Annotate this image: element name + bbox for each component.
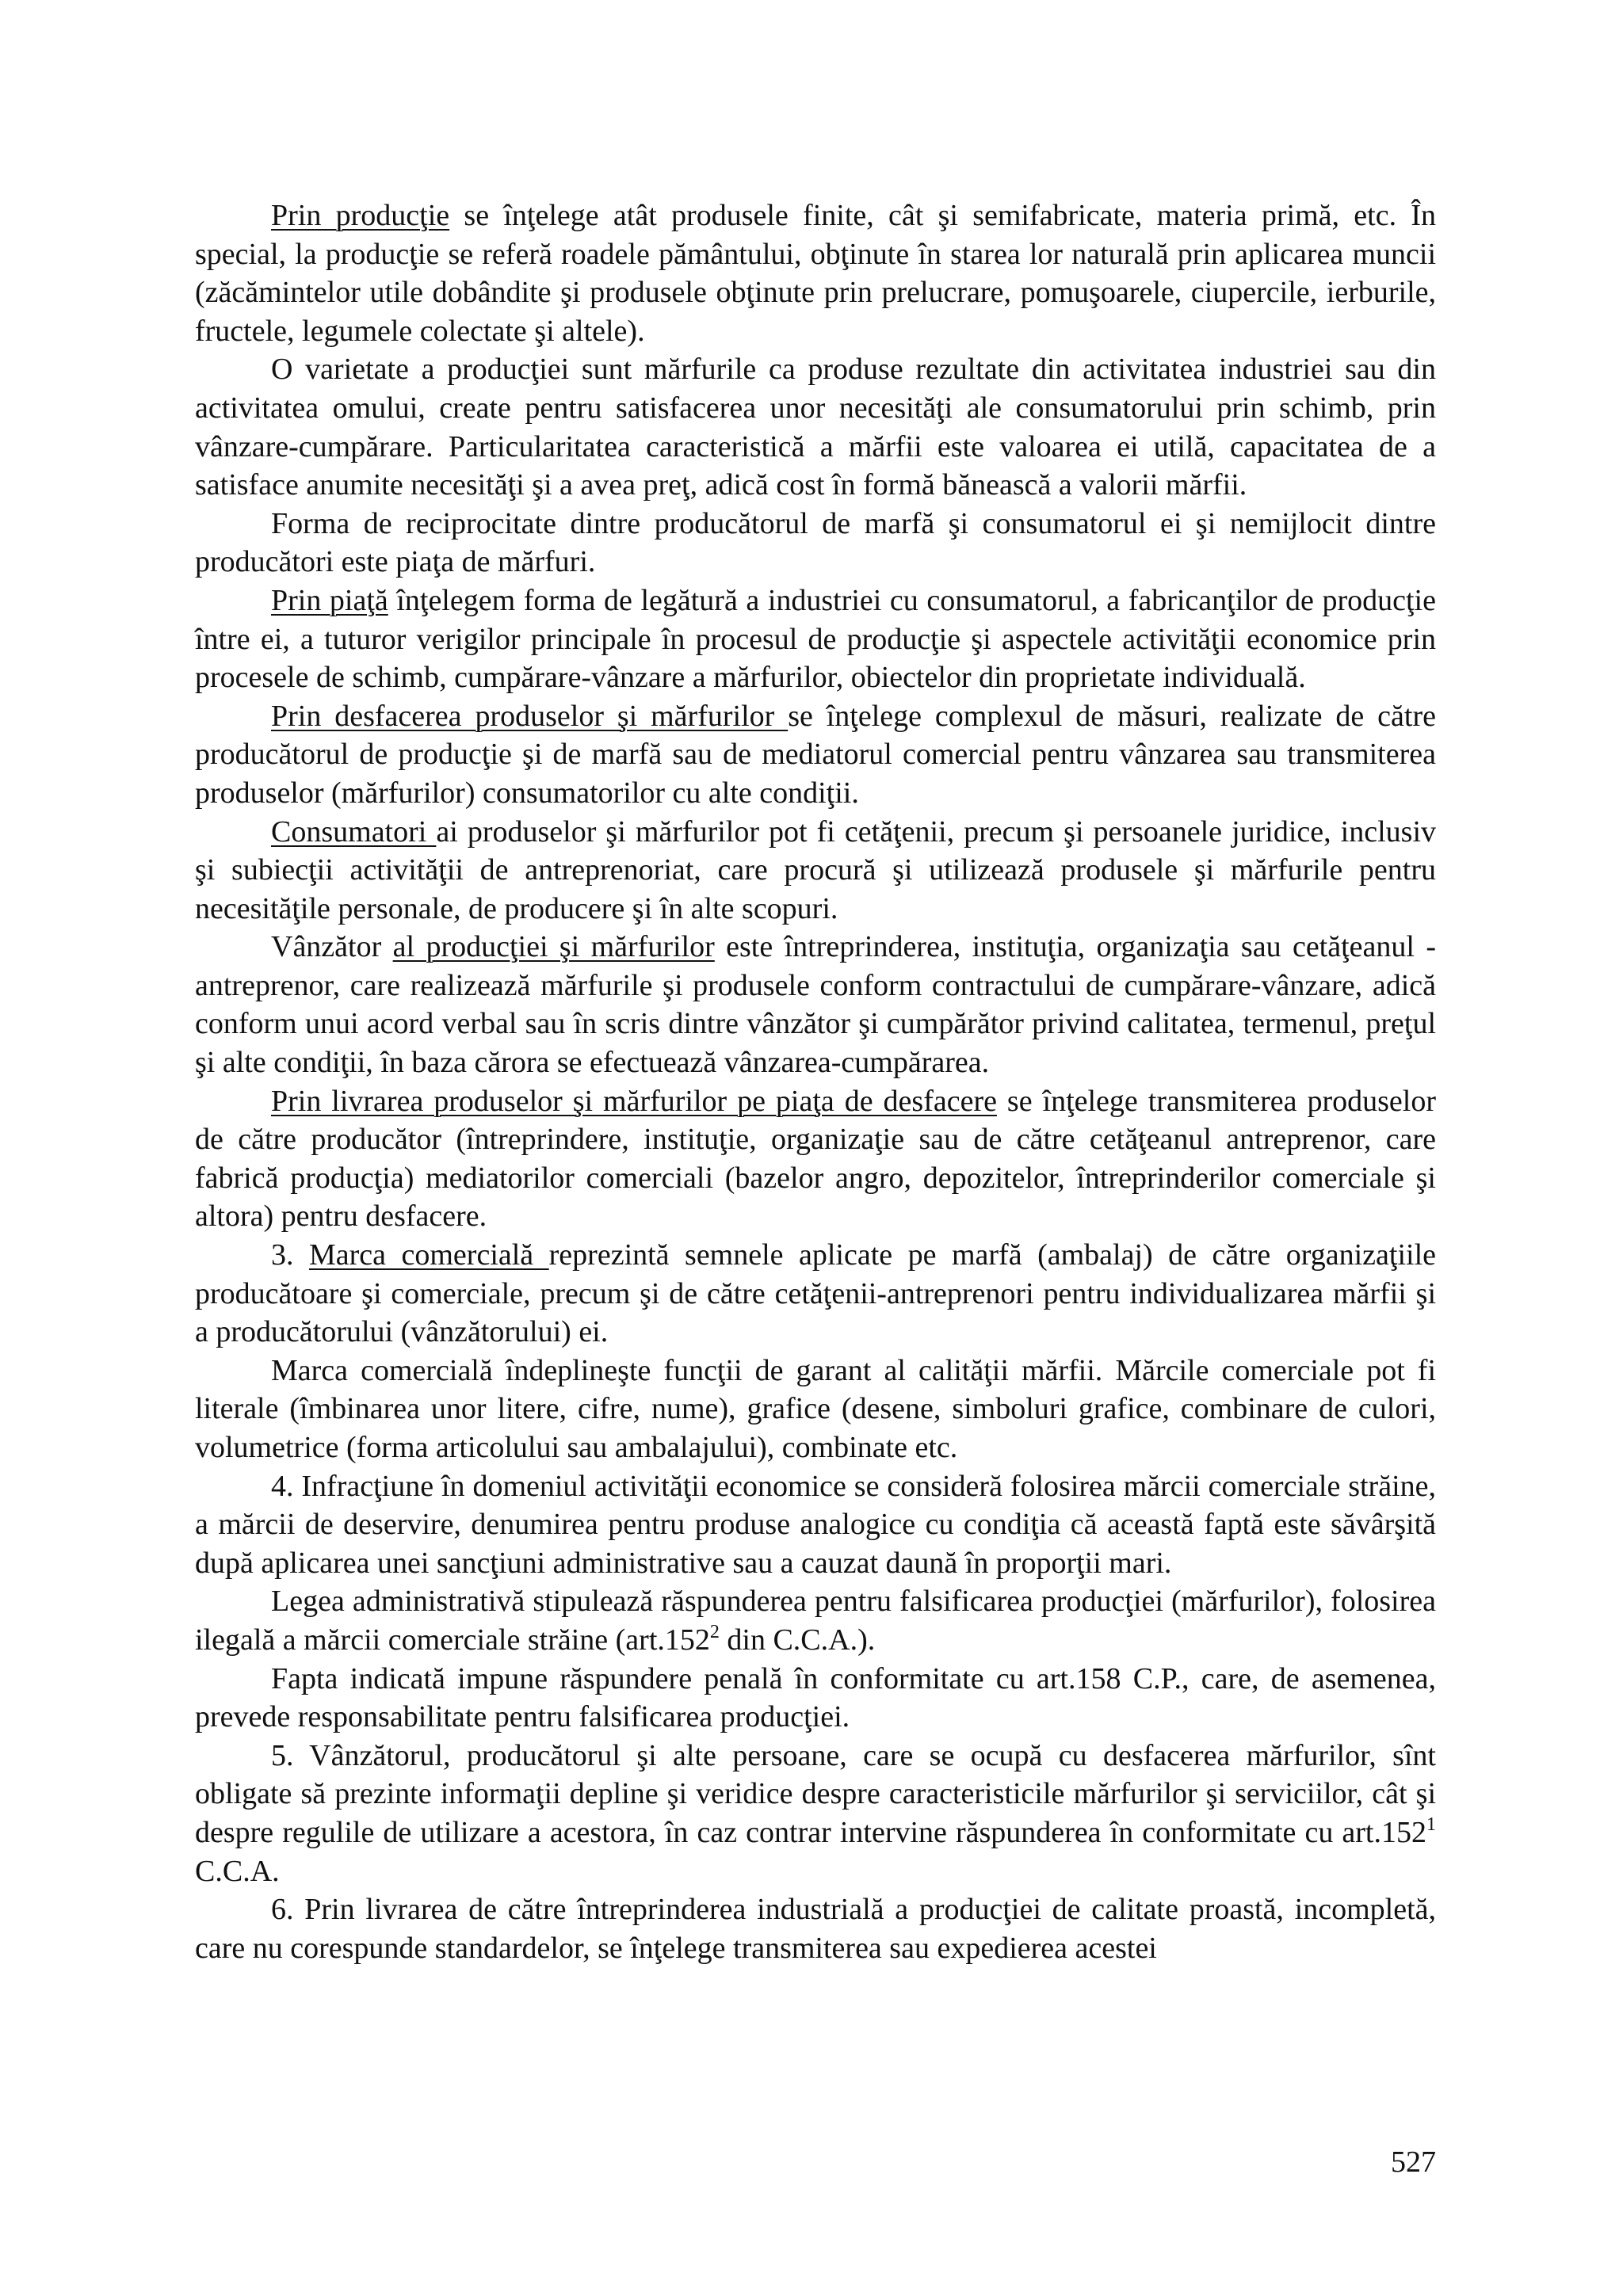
paragraph-desfacerea: [195, 697, 1436, 813]
text-span: O varietate a producţiei sunt mărfurile ca produse rezultate din activitatea industriei sau din activitatea omului, create pentru satisfacerea unor necesităţi ale consumatorului prin schimb, prin vânzare-cumpărare. Particularitatea caracteristică a mărfii este valoarea ei utilă, capacitatea de a satisface anumite necesităţi şi a avea preţ, adică cost în formă bănească a valorii mărfii.: [195, 353, 1436, 502]
text-span: reprezintă semnele aplicate pe marfă (ambalaj) de către organizaţiile producătoare şi comerciale, precum şi de către cetăţenii-antreprenori pentru individualizarea mărfii şi a producătorului (vânzătorului) ei.: [195, 1238, 1436, 1349]
text-span: C.C.A.: [195, 1854, 280, 1888]
paragraph-vanzator: [195, 928, 1436, 1081]
paragraph-livrarea: [195, 1082, 1436, 1236]
paragraph-calitate-proasta: [195, 1890, 1436, 1967]
paragraph-marca-functii: [195, 1352, 1436, 1467]
text-span: Fapta indicată impune răspundere penală în conformitate cu art.158 C.P., care, de asemenea, prevede responsabilitate pentru falsificarea producţiei.: [195, 1661, 1436, 1734]
text-span: se înţelege transmiterea produselor de către producător (întreprindere, instituţie, organizaţie sau de către cetăţeanul antreprenor, care fabrică producţia) mediatorilor comerciali (bazelor angro, depozitelor, întreprinderilor comerciale şi altora) pentru desfacere.: [195, 1084, 1436, 1234]
text-span: Legea administrativă stipulează răspunderea pentru falsificarea producţiei (mărfurilor), folosirea ilegală a mărcii comerciale străine (art.152: [195, 1585, 1436, 1657]
text-span: Marca comercială îndeplineşte funcţii de garant al calităţii mărfii. Mărcile comerciale pot fi literale (îmbinarea unor litere, cifre, nume), grafice (desene, simboluri grafice, combinare de culori, volumetrice (forma articolului sau ambalajului), combinate etc.: [195, 1353, 1436, 1464]
text-span: înţelegem forma de legătură a industriei cu consumatorul, a fabricanţilor de producţie între ei, a tuturor verigilor principale în procesul de producţie şi aspectele activităţii economice prin procesele de schimb, cumpărare-vânzare a mărfurilor, obiectelor din proprietate individuală.: [195, 583, 1436, 695]
paragraph-infractiune: [195, 1467, 1436, 1583]
paragraph-legea: [195, 1582, 1436, 1659]
underlined-term: Consumatori: [271, 814, 437, 849]
underlined-term: Marca comercială: [308, 1238, 549, 1272]
superscript: 1: [1426, 1814, 1436, 1835]
document-body: [195, 196, 1436, 1967]
superscript: 2: [709, 1621, 720, 1642]
underlined-term: Prin desfacerea produselor şi mărfurilor: [271, 699, 789, 733]
underlined-term: al producţiei şi mărfurilor: [392, 930, 715, 964]
text-span: 4. Infracţiune în domeniul activităţii economice se consideră folosirea mărcii comerciale străine, a mărcii de deservire, denumirea pentru produse analogice cu condiţia că această faptă este săvârşită după aplicarea unei sancţiuni administrative sau a cauzat daună în proporţii mari.: [195, 1469, 1436, 1580]
underlined-term: Prin piaţă: [271, 583, 388, 617]
paragraph-piata: [195, 582, 1436, 697]
text-span: Vânzător: [271, 930, 393, 964]
text-span: 6. Prin livrarea de către întreprinderea industrială a producţiei de calitate proastă, incompletă, care nu corespunde standardelor, se înţelege transmiterea sau expedierea acestei: [195, 1893, 1436, 1965]
paragraph-productie: [195, 196, 1436, 350]
paragraph-fapta: [195, 1660, 1436, 1737]
page-number: 527: [1391, 2145, 1436, 2179]
text-span: este întreprinderea, instituţia, organizaţia sau cetăţeanul - antreprenor, care realizează mărfurile şi produsele conform contractului de cumpărare-vânzare, adică conform unui acord verbal sau în scris dintre vânzător şi cumpărător privind calitatea, termenul, preţul şi alte condiţii, în baza cărora se efectuează vânzarea-cumpărarea.: [195, 930, 1436, 1080]
paragraph-marfuri: [195, 350, 1436, 504]
text-span: se înţelege atât produsele finite, cât şi semifabricate, materia primă, etc. În special, la producţie se referă roadele pământului, obţinute în starea lor naturală prin aplicarea muncii (zăcămintelor utile dobândite şi produsele obţinute prin prelucrare, pomuşoarele, ciupercile, ierburile, fructele, legumele colectate şi altele).: [195, 199, 1437, 348]
text-span: din C.C.A.).: [719, 1623, 876, 1657]
text-span: Forma de reciprocitate dintre producătorul de marfă şi consumatorul ei şi nemijlocit dintre producători este piaţa de mărfuri.: [195, 506, 1436, 579]
paragraph-marca: [195, 1236, 1436, 1352]
paragraph-informatii: [195, 1737, 1436, 1890]
paragraph-consumatori: [195, 813, 1436, 929]
text-span: se înţelege complexul de măsuri, realizate de către producătorul de producţie şi de marfă sau de mediatorul comercial pentru vânzarea sau transmiterea produselor (mărfurilor) consumatorilor cu alte condiţii.: [195, 699, 1436, 810]
underlined-term: Prin producţie: [271, 199, 450, 232]
text-span: ai produselor şi mărfurilor pot fi cetăţenii, precum şi persoanele juridice, inclusiv şi subiecţii activităţii de antreprenoriat, care procură şi utilizează produsele şi mărfurile pentru necesităţile personale, de producere şi în alte scopuri.: [195, 814, 1437, 925]
text-span: 3.: [271, 1238, 309, 1272]
underlined-term: Prin livrarea produselor şi mărfurilor pe piaţa de desfacere: [271, 1084, 997, 1118]
paragraph-reciprocitate: [195, 505, 1436, 582]
text-span: 5. Vânzătorul, producătorul şi alte persoane, care se ocupă cu desfacerea mărfurilor, sînt obligate să prezinte informaţii depline şi veridice despre caracteristicile mărfurilor şi serviciilor, cât şi despre regulile de utilizare a acestora, în caz contrar intervine răspunderea în conformitate cu art.152: [195, 1738, 1436, 1849]
